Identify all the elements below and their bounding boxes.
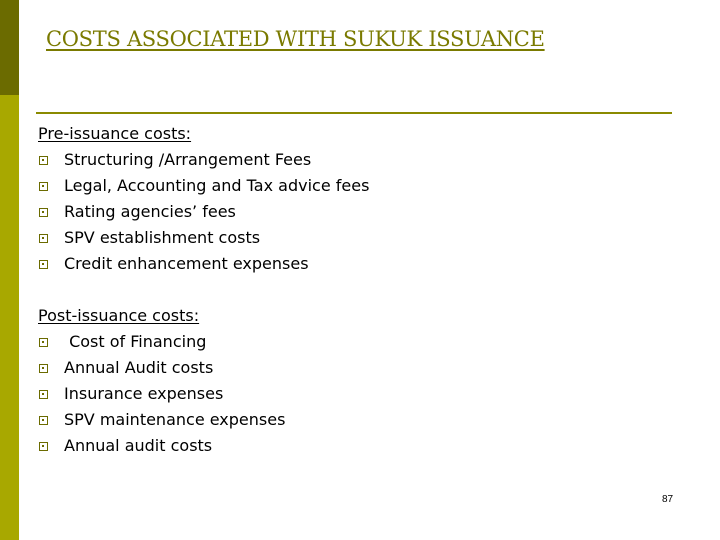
list-item: Credit enhancement expenses	[38, 251, 678, 277]
list-item: Structuring /Arrangement Fees	[38, 147, 678, 173]
square-bullet-icon	[39, 260, 48, 269]
square-bullet-icon	[39, 442, 48, 451]
square-bullet-icon	[39, 156, 48, 165]
square-bullet-icon	[39, 234, 48, 243]
square-bullet-icon	[39, 182, 48, 191]
list-item: SPV establishment costs	[38, 225, 678, 251]
list-item: Insurance expenses	[38, 381, 678, 407]
pre-issuance-heading: Pre-issuance costs:	[38, 124, 192, 143]
list-item: Annual Audit costs	[38, 355, 678, 381]
square-bullet-icon	[39, 364, 48, 373]
pre-issuance-list	[38, 147, 678, 277]
page-number: 87	[662, 494, 674, 505]
square-bullet-icon	[39, 390, 48, 399]
square-bullet-icon	[39, 416, 48, 425]
list-item: Cost of Financing	[38, 329, 678, 355]
side-bar-dark	[0, 0, 19, 95]
list-item: Legal, Accounting and Tax advice fees	[38, 173, 678, 199]
title-divider	[36, 112, 672, 114]
square-bullet-icon	[39, 338, 48, 347]
side-bar-light	[0, 95, 19, 540]
list-item: SPV maintenance expenses	[38, 407, 678, 433]
slide-title: COSTS ASSOCIATED WITH SUKUK ISSUANCE	[46, 27, 545, 51]
list-item: Rating agencies’ fees	[38, 199, 678, 225]
list-item: Annual audit costs	[38, 433, 678, 459]
post-issuance-section	[38, 303, 678, 459]
post-issuance-heading: Post-issuance costs:	[38, 306, 200, 325]
post-issuance-list	[38, 329, 678, 459]
square-bullet-icon	[39, 208, 48, 217]
pre-issuance-section	[38, 121, 678, 277]
